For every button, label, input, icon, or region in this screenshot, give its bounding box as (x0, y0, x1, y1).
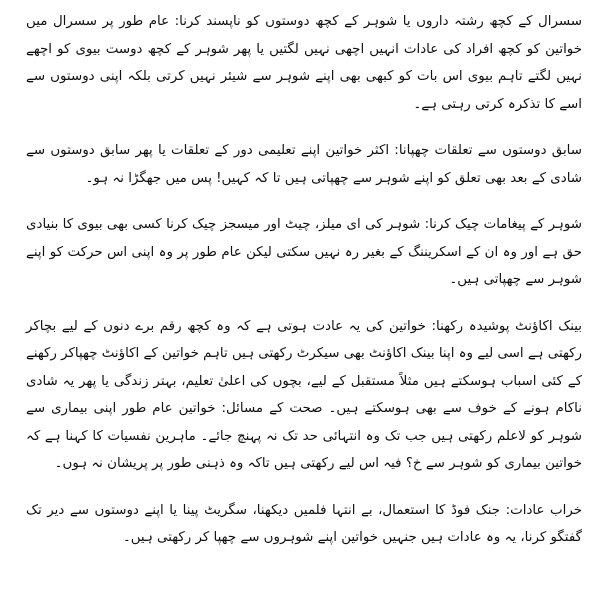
paragraph-former-friends: سابق دوستوں سے تعلقات چھپانا: اکثر خواتین اپنے تعلیمی دور کے تعلقات یا پھر سابق دوستوں سے شادی کے بعد بھی تعلق کو اپنے شوہر سے چھپاتی ہیں تا کہ کہیں! پس میں جھگڑا نہ ہو۔ (26, 143, 582, 186)
paragraph-bad-habits: خراب عادات: جنک فوڈ کا استعمال، بے انتہا فلمیں دیکھنا، سگریٹ پینا یا اپنے دوستوں سے دیر تک گفتگو کرنا، یہ وہ عادات ہیں جنہیں خواتین اپنے شوہروں سے چھپا کر رکھتی ہیں۔ (26, 502, 582, 545)
paragraph-bank-account-and-health: بینک اکاؤنٹ پوشیدہ رکھنا: خواتین کی یہ عادت ہوتی ہے کہ وہ کچھ رقم برے دنوں کے لیے بچاکر رکھتی ہے اسی لیے وہ اپنا بینک اکاؤنٹ بھی سیکرٹ رکھتی ہیں تاہم خواتین کے اکاؤنٹ چھپاکر رکھنے کے کئی اسباب ہوسکتے ہیں مثلاً مستقبل کے لیے، بچوں کی اعلیٰ تعلیم، بہتر زندگی یا پھر یہ شادی ناکام ہونے کے خوف سے بھی ہوسکتے ہیں۔ صحت کے مسائل: خواتین عام طور اپنی بیماری سے شوہر کو لاعلم رکھتی ہیں جب تک وہ انتہائی حد تک نہ پہنچ جائے۔ ماہرین نفسیات کا کہنا ہے کہ خواتین بیماری کو شوہر سے خ؟ فیہ اس لیے رکھتی ہیں تاکہ وہ ذہنی طور پر پریشان نہ ہوں۔ (26, 318, 582, 471)
paragraph-in-laws: سسرال کے کچھ رشتہ داروں یا شوہر کے کچھ دوستوں کو ناپسند کرنا: عام طور پر سسرال میں خواتین کو کچھ افراد کی عادات انہیں اچھی نہیں لگتیں یا پھر شوہر کے کچھ دوست بیوی کو اچھے نہیں لگتے تاہم بیوی اس بات کو کبھی بھی اپنے شوہر سے شیئر نہیں کرتی بلکہ اپنی دوستوں سے اسے کا تذکرہ کرتی رہتی ہے۔ (26, 14, 582, 112)
paragraph-checking-messages: شوہر کے پیغامات چیک کرنا: شوہر کی ای میلز، چیٹ اور میسجز چیک کرنا کسی بھی بیوی کا بنیادی حق ہے اور وہ ان کے اسکریننگ کے بغیر رہ نہیں سکتی لیکن عام طور پر وہ اپنی اس حرکت کو اپنے شوہر سے چھپاتی ہیں۔ (26, 217, 582, 287)
